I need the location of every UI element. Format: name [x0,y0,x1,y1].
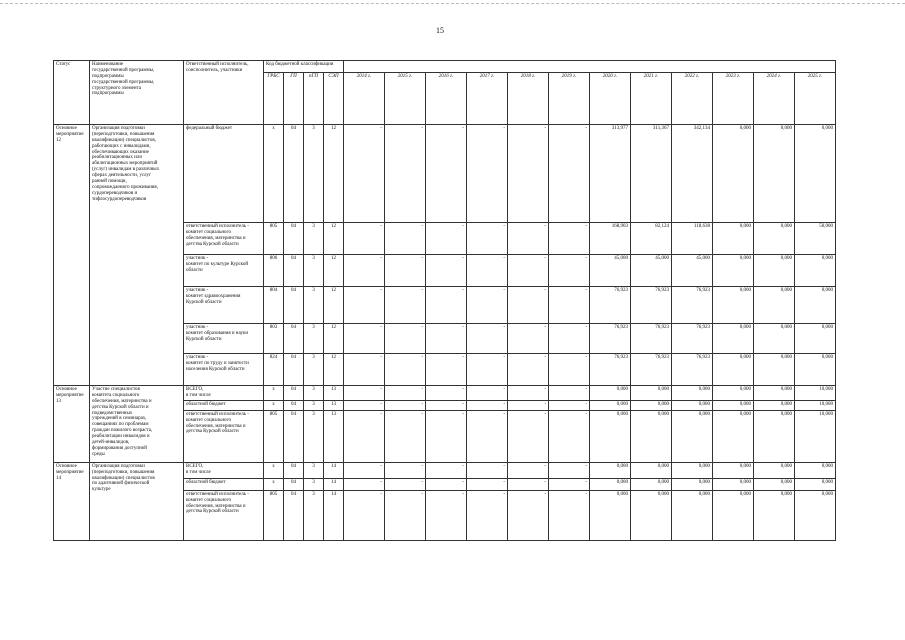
year-value-cell: 0,000 [631,478,672,490]
year-value-cell: 0,000 [713,354,754,386]
year-value-cell: - [549,255,590,287]
year-value-cell: - [344,223,385,255]
year-value-cell: - [385,410,426,462]
gp-cell: 04 [284,490,304,540]
responsible-cell: областной бюджет [184,478,264,490]
sep-cell: 12 [324,125,344,223]
year-value-cell: - [426,478,467,490]
year-value-cell: - [508,386,549,401]
year-value-cell: - [549,410,590,462]
year-value-cell: - [344,410,385,462]
year-value-cell: - [344,354,385,386]
budget-table [53,60,836,541]
year-value-cell: 0,000 [590,410,631,462]
year-value-cell: - [508,410,549,462]
pgp-cell: 3 [304,125,324,223]
year-value-cell: 0,000 [795,324,836,354]
year-value-cell: 45,000 [590,255,631,287]
year-value-cell: 0,000 [631,410,672,462]
year-value-cell: - [385,400,426,410]
year-value-cell: - [467,354,508,386]
year-value-cell: - [426,255,467,287]
header-year: 2015 г. [385,73,426,125]
grbs-cell: 805 [264,410,284,462]
responsible-cell: ответственный исполнитель - комитет социального обеспечения, материнства и детства Курской области [184,223,264,255]
measure-name-cell: Участие специалистов комитета социального обеспечения, материнства и детства Курской области и подведомственных учреждений в семинарах, совещаниях по проблемам граждан пожилого возраста, реабилитации инвалидов и детей-инвалидов, формирования доступной среды [90,386,184,463]
sep-cell: 12 [324,324,344,354]
year-value-cell: 0,000 [754,462,795,478]
year-value-cell: 0,000 [754,324,795,354]
year-value-cell: 0,000 [713,255,754,287]
responsible-cell: ВСЕГО, в том числе [184,462,264,478]
grbs-cell: х [264,478,284,490]
table-row [54,386,836,401]
sep-cell: 14 [324,462,344,478]
year-value-cell: - [467,462,508,478]
gp-cell: 04 [284,386,304,401]
gp-cell: 04 [284,478,304,490]
measure-name-cell: Организация подготовки (переподготовки, повышения квалификации) специалистов по адаптивной физической культуре [90,462,184,540]
year-value-cell: 10,000 [795,400,836,410]
pgp-cell: 3 [304,354,324,386]
year-value-cell: 0,000 [631,462,672,478]
year-value-cell: - [549,125,590,223]
year-value-cell: 82,124 [631,223,672,255]
year-value-cell: 10,000 [795,386,836,401]
year-value-cell: 0,000 [590,490,631,540]
header-year: 2021 г. [631,73,672,125]
year-value-cell: 76,923 [590,324,631,354]
page-top-edge [0,3,905,4]
sep-cell: 14 [324,490,344,540]
year-value-cell: - [344,125,385,223]
year-value-cell: 118,638 [672,223,713,255]
year-value-cell: 0,000 [590,462,631,478]
header-pgp: пГП [304,73,324,125]
year-value-cell: - [426,287,467,324]
year-value-cell: 342,134 [672,125,713,223]
year-value-cell: - [385,354,426,386]
status-cell: Основное мероприятие 13 [54,386,90,463]
year-value-cell: - [467,386,508,401]
pgp-cell: 3 [304,255,324,287]
year-value-cell: - [549,324,590,354]
pgp-cell: 3 [304,223,324,255]
year-value-cell: 0,000 [795,462,836,478]
grbs-cell: х [264,400,284,410]
year-value-cell: 0,000 [754,223,795,255]
year-value-cell: 0,000 [713,462,754,478]
year-value-cell: 0,000 [795,287,836,324]
year-value-cell: 0,000 [754,386,795,401]
pgp-cell: 3 [304,490,324,540]
year-value-cell: - [508,223,549,255]
year-value-cell: - [549,490,590,540]
grbs-cell: 805 [264,223,284,255]
year-value-cell: 76,923 [672,287,713,324]
year-value-cell: - [426,410,467,462]
year-value-cell: 0,000 [795,490,836,540]
year-value-cell: - [508,400,549,410]
year-value-cell: - [467,490,508,540]
year-value-cell: - [385,478,426,490]
year-value-cell: - [549,287,590,324]
sep-cell: 12 [324,255,344,287]
year-value-cell: 0,000 [631,490,672,540]
pgp-cell: 3 [304,324,324,354]
year-value-cell: 0,000 [590,478,631,490]
year-value-cell: - [385,324,426,354]
year-value-cell: - [344,490,385,540]
year-value-cell: - [467,287,508,324]
responsible-cell: участник - комитет образования и науки Курской области [184,324,264,354]
responsible-cell: участник - комитет по труду и занятости населения Курской области [184,354,264,386]
year-value-cell: 45,000 [631,255,672,287]
measure-name-cell: Организация подготовки (переподготовки, повышения квалификации) специалистов, работающих с инвалидами, обеспечивающих оказание реабилитационных или абилитационных мероприятий (услуг) инвалидам в различных сферах деятельности, услуг ранней помощи, сопровождаемого проживания, сурдопереводчиков и тифлосурдопереводчиков [90,125,184,386]
gp-cell: 04 [284,410,304,462]
year-value-cell: 0,000 [631,386,672,401]
header-year: 2020 г. [590,73,631,125]
header-status: Статус [54,61,90,125]
year-value-cell: - [385,223,426,255]
sep-cell: 13 [324,400,344,410]
sep-cell: 12 [324,223,344,255]
year-value-cell: - [508,478,549,490]
responsible-cell: ответственный исполнитель - комитет социального обеспечения, материнства и детства Курской области [184,490,264,540]
year-value-cell: 0,000 [795,354,836,386]
year-value-cell: 0,000 [754,490,795,540]
header-year: 2022 г. [672,73,713,125]
header-budget-code: Код бюджетной классификации [264,61,344,73]
sep-cell: 13 [324,410,344,462]
year-value-cell: 0,000 [754,125,795,223]
year-value-cell: 0,000 [713,287,754,324]
year-value-cell: - [385,287,426,324]
year-value-cell: 0,000 [795,478,836,490]
year-value-cell: - [549,400,590,410]
table-row [54,462,836,478]
year-value-cell: - [344,386,385,401]
year-value-cell: - [344,287,385,324]
year-value-cell: 76,923 [631,324,672,354]
year-value-cell: - [385,125,426,223]
year-value-cell: - [467,255,508,287]
responsible-cell: ВСЕГО, в том числе [184,386,264,401]
year-value-cell: 0,000 [672,386,713,401]
year-value-cell: 0,000 [672,478,713,490]
year-value-cell: 0,000 [754,410,795,462]
header-year: 2017 г. [467,73,508,125]
year-value-cell: - [549,386,590,401]
year-value-cell: - [508,462,549,478]
year-value-cell: - [467,125,508,223]
gp-cell: 04 [284,287,304,324]
responsible-cell: федеральный бюджет [184,125,264,223]
year-value-cell: 313,977 [590,125,631,223]
pgp-cell: 3 [304,400,324,410]
header-name: Наименование государственной программы, подпрограммы государственной программы, структурного элемента подпрограммы [90,61,184,125]
sep-cell: 12 [324,354,344,386]
year-value-cell: - [467,478,508,490]
gp-cell: 04 [284,462,304,478]
gp-cell: 04 [284,125,304,223]
header-gp: ГП [284,73,304,125]
year-value-cell: 0,000 [795,125,836,223]
header-sep: СЭП [324,73,344,125]
year-value-cell: - [549,223,590,255]
grbs-cell: х [264,125,284,223]
year-value-cell: - [508,490,549,540]
table-row [54,125,836,223]
year-value-cell: - [344,478,385,490]
year-value-cell: 0,000 [713,386,754,401]
header-year: 2016 г. [426,73,467,125]
responsible-cell: ответственный исполнитель - комитет социального обеспечения, материнства и детства Курской области [184,410,264,462]
year-value-cell: 10,000 [795,410,836,462]
sep-cell: 13 [324,386,344,401]
responsible-cell: участник - комитет по культуре Курской области [184,255,264,287]
year-value-cell: 0,000 [713,410,754,462]
header-grbs: ГРБС [264,73,284,125]
sep-cell: 14 [324,478,344,490]
year-value-cell: - [508,324,549,354]
year-value-cell: 0,000 [713,478,754,490]
pgp-cell: 3 [304,462,324,478]
grbs-cell: х [264,386,284,401]
header-year: 2019 г. [549,73,590,125]
year-value-cell: 50,000 [795,223,836,255]
year-value-cell: 76,923 [672,324,713,354]
year-value-cell: 168,903 [590,223,631,255]
year-value-cell: - [549,354,590,386]
year-value-cell: 0,000 [590,386,631,401]
year-value-cell: 76,923 [590,354,631,386]
year-value-cell: 0,000 [713,125,754,223]
year-value-cell: 0,000 [590,400,631,410]
year-value-cell: 76,923 [631,287,672,324]
header-year: 2018 г. [508,73,549,125]
year-value-cell: - [467,223,508,255]
header-year: 2023 г. [713,73,754,125]
responsible-cell: областной бюджет [184,400,264,410]
gp-cell: 04 [284,223,304,255]
year-value-cell: - [426,354,467,386]
year-value-cell: - [385,255,426,287]
header-years-spacer [344,61,836,73]
year-value-cell: 0,000 [795,255,836,287]
year-value-cell: - [385,490,426,540]
year-value-cell: - [426,223,467,255]
year-value-cell: 0,000 [672,410,713,462]
year-value-cell: - [426,400,467,410]
responsible-cell: участник - комитет здравоохранения Курской области [184,287,264,324]
pgp-cell: 3 [304,410,324,462]
header-year: 2014 г. [344,73,385,125]
year-value-cell: 0,000 [672,400,713,410]
year-value-cell: 0,000 [672,462,713,478]
year-value-cell: 0,000 [754,354,795,386]
year-value-cell: - [508,125,549,223]
year-value-cell: - [426,490,467,540]
year-value-cell: - [467,410,508,462]
year-value-cell: 0,000 [754,400,795,410]
year-value-cell: 0,000 [713,490,754,540]
year-value-cell: 0,000 [713,400,754,410]
year-value-cell: 0,000 [754,478,795,490]
status-cell: Основное мероприятие 14 [54,462,90,540]
grbs-cell: 824 [264,354,284,386]
year-value-cell: - [426,386,467,401]
year-value-cell: - [344,462,385,478]
year-value-cell: 0,000 [754,255,795,287]
header-responsible: Ответственный исполнитель, соисполнитель, участники [184,61,264,125]
year-value-cell: - [426,462,467,478]
grbs-cell: х [264,462,284,478]
year-value-cell: 76,923 [672,354,713,386]
pgp-cell: 3 [304,386,324,401]
pgp-cell: 3 [304,478,324,490]
year-value-cell: 76,923 [590,287,631,324]
year-value-cell: - [385,386,426,401]
year-value-cell: 0,000 [713,223,754,255]
grbs-cell: 803 [264,324,284,354]
year-value-cell: - [467,324,508,354]
status-cell: Основное мероприятие 12 [54,125,90,386]
sep-cell: 12 [324,287,344,324]
grbs-cell: 804 [264,287,284,324]
year-value-cell: 76,923 [631,354,672,386]
year-value-cell: - [426,324,467,354]
year-value-cell: 0,000 [631,400,672,410]
grbs-cell: 805 [264,490,284,540]
year-value-cell: - [549,478,590,490]
year-value-cell: 0,000 [713,324,754,354]
grbs-cell: 806 [264,255,284,287]
year-value-cell: 311,367 [631,125,672,223]
gp-cell: 04 [284,400,304,410]
year-value-cell: 0,000 [672,490,713,540]
header-year: 2024 г. [754,73,795,125]
year-value-cell: - [549,462,590,478]
table-body [54,125,836,541]
year-value-cell: - [344,400,385,410]
gp-cell: 04 [284,354,304,386]
gp-cell: 04 [284,255,304,287]
year-value-cell: - [385,462,426,478]
gp-cell: 04 [284,324,304,354]
year-value-cell: - [344,324,385,354]
year-value-cell: 0,000 [754,287,795,324]
year-value-cell: - [344,255,385,287]
year-value-cell: - [467,400,508,410]
year-value-cell: - [508,287,549,324]
header-year: 2025 г. [795,73,836,125]
page-number: 15 [436,26,444,35]
year-value-cell: - [508,354,549,386]
year-value-cell: 45,000 [672,255,713,287]
pgp-cell: 3 [304,287,324,324]
year-value-cell: - [508,255,549,287]
year-value-cell: - [426,125,467,223]
